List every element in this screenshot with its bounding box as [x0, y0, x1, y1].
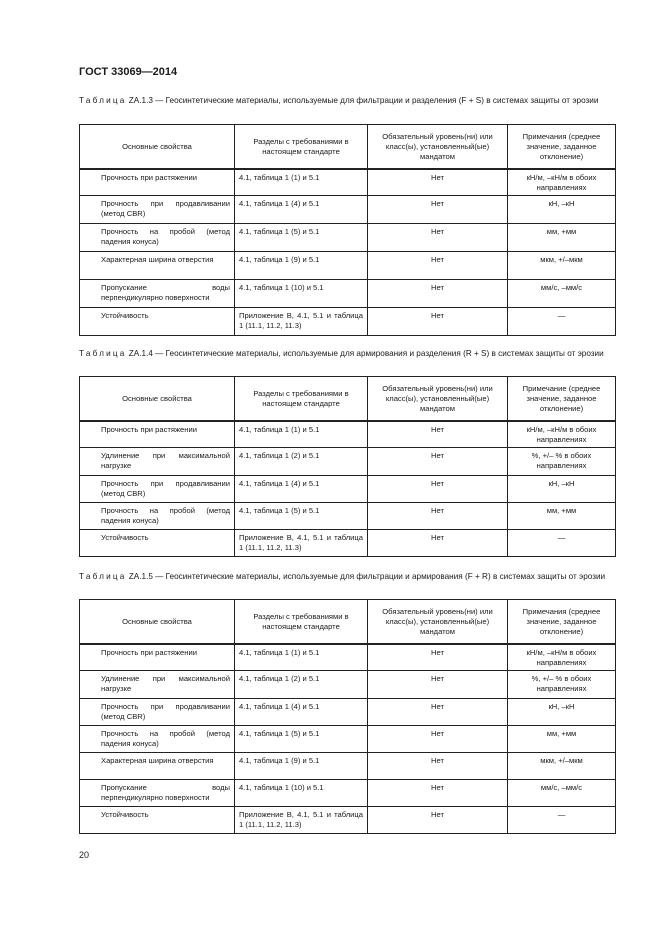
table-row	[80, 671, 616, 699]
section-cell: Приложение В, 4.1, 5.1 и таблица 1 (11.1, 11.2, 11.3)	[235, 807, 368, 834]
table-za14	[79, 376, 616, 557]
note-cell: мм, +мм	[508, 503, 616, 530]
note-cell: —	[508, 530, 616, 557]
caption-lead: Таблица	[79, 572, 127, 581]
level-cell: Нет	[368, 448, 508, 476]
property-cell: Удлинение при максимальной нагрузке	[80, 448, 235, 476]
table-za15	[79, 599, 616, 834]
section-cell: 4.1, таблица 1 (4) и 5.1	[235, 196, 368, 224]
section-cell: 4.1, таблица 1 (2) и 5.1	[235, 671, 368, 699]
note-cell: кН/м, –кН/м в обоих направлениях	[508, 421, 616, 448]
level-cell: Нет	[368, 726, 508, 753]
column-header-level: Обязательный уровень(ни) или класс(ы), установленный(ые) мандатом	[368, 125, 508, 169]
caption-text: ZA.1.3 — Геосинтетические материалы, используемые для фильтрации и разделения (F + S) в системах защиты от эрозии	[126, 96, 599, 105]
note-cell: кН/м, –кН/м в обоих направлениях	[508, 644, 616, 671]
property-cell: Прочность при продавливании (метод CBR)	[80, 476, 235, 503]
note-cell: мм, +мм	[508, 224, 616, 252]
column-header-properties: Основные свойства	[80, 377, 235, 421]
section-cell: 4.1, таблица 1 (10) и 5.1	[235, 280, 368, 308]
property-cell: Характерная ширина отверстия	[80, 252, 235, 280]
section-cell: 4.1, таблица 1 (1) и 5.1	[235, 421, 368, 448]
note-cell: мм/с, –мм/с	[508, 280, 616, 308]
property-cell: Прочность при продавливании (метод CBR)	[80, 196, 235, 224]
level-cell: Нет	[368, 753, 508, 780]
section-cell: 4.1, таблица 1 (10) и 5.1	[235, 780, 368, 807]
column-header-level: Обязательный уровень(ни) или класс(ы), установленный(ые) мандатом	[368, 377, 508, 421]
property-cell: Прочность при растяжении	[80, 169, 235, 196]
table-header-row	[80, 600, 616, 644]
property-cell: Прочность при растяжении	[80, 421, 235, 448]
table-row	[80, 448, 616, 476]
table-za13	[79, 124, 616, 336]
table-row	[80, 421, 616, 448]
table-row	[80, 753, 616, 780]
table-row	[80, 726, 616, 753]
table-caption-za15	[79, 571, 615, 582]
level-cell: Нет	[368, 530, 508, 557]
note-cell: мм, +мм	[508, 726, 616, 753]
level-cell: Нет	[368, 699, 508, 726]
column-header-sections: Разделы с требованиями в настоящем стандарте	[235, 377, 368, 421]
table-header-row	[80, 125, 616, 169]
level-cell: Нет	[368, 280, 508, 308]
document-header: ГОСТ 33069—2014	[79, 66, 178, 78]
column-header-properties: Основные свойства	[80, 600, 235, 644]
note-cell: —	[508, 807, 616, 834]
note-cell: %, +/– % в обоих направлениях	[508, 671, 616, 699]
note-cell: —	[508, 308, 616, 336]
table-row	[80, 196, 616, 224]
section-cell: 4.1, таблица 1 (5) и 5.1	[235, 503, 368, 530]
section-cell: 4.1, таблица 1 (9) и 5.1	[235, 252, 368, 280]
table-row	[80, 807, 616, 834]
column-header-sections: Разделы с требованиями в настоящем стандарте	[235, 600, 368, 644]
level-cell: Нет	[368, 196, 508, 224]
section-cell: 4.1, таблица 1 (5) и 5.1	[235, 224, 368, 252]
table-row	[80, 780, 616, 807]
note-cell: кН, –кН	[508, 476, 616, 503]
level-cell: Нет	[368, 807, 508, 834]
level-cell: Нет	[368, 644, 508, 671]
level-cell: Нет	[368, 780, 508, 807]
property-cell: Устойчивость	[80, 308, 235, 336]
property-cell: Прочность на пробой (метод падения конуса)	[80, 726, 235, 753]
level-cell: Нет	[368, 169, 508, 196]
column-header-notes: Примечания (среднее значение, заданное отклонение)	[508, 600, 616, 644]
note-cell: кН, –кН	[508, 699, 616, 726]
property-cell: Удлинение при максимальной нагрузке	[80, 671, 235, 699]
section-cell: 4.1, таблица 1 (1) и 5.1	[235, 169, 368, 196]
section-cell: 4.1, таблица 1 (9) и 5.1	[235, 753, 368, 780]
table-row	[80, 308, 616, 336]
column-header-notes: Примечания (среднее значение, заданное отклонение)	[508, 125, 616, 169]
table-header-row	[80, 377, 616, 421]
column-header-level: Обязательный уровень(ни) или класс(ы), установленный(ые) мандатом	[368, 600, 508, 644]
section-cell: 4.1, таблица 1 (4) и 5.1	[235, 476, 368, 503]
level-cell: Нет	[368, 503, 508, 530]
property-cell: Прочность на пробой (метод падения конуса)	[80, 503, 235, 530]
note-cell: кН/м, –кН/м в обоих направлениях	[508, 169, 616, 196]
column-header-notes: Примечание (среднее значение, заданное отклонение)	[508, 377, 616, 421]
property-cell: Прочность при растяжении	[80, 644, 235, 671]
note-cell: кН, –кН	[508, 196, 616, 224]
level-cell: Нет	[368, 224, 508, 252]
property-cell: Устойчивость	[80, 530, 235, 557]
level-cell: Нет	[368, 476, 508, 503]
section-cell: 4.1, таблица 1 (1) и 5.1	[235, 644, 368, 671]
property-cell: Характерная ширина отверстия	[80, 753, 235, 780]
section-cell: 4.1, таблица 1 (4) и 5.1	[235, 699, 368, 726]
level-cell: Нет	[368, 421, 508, 448]
section-cell: 4.1, таблица 1 (2) и 5.1	[235, 448, 368, 476]
table-row	[80, 224, 616, 252]
table-row	[80, 644, 616, 671]
page-number: 20	[79, 850, 90, 860]
section-cell: 4.1, таблица 1 (5) и 5.1	[235, 726, 368, 753]
property-cell: Устойчивость	[80, 807, 235, 834]
caption-text: ZA.1.4 — Геосинтетические материалы, используемые для армирования и разделения (R + S) в системах защиты от эрозии	[126, 349, 604, 358]
note-cell: мм/с, –мм/с	[508, 780, 616, 807]
level-cell: Нет	[368, 671, 508, 699]
section-cell: Приложение В, 4.1, 5.1 и таблица 1 (11.1, 11.2, 11.3)	[235, 530, 368, 557]
caption-lead: Таблица	[79, 96, 127, 105]
table-row	[80, 252, 616, 280]
table-row	[80, 503, 616, 530]
section-cell: Приложение В, 4.1, 5.1 и таблица 1 (11.1, 11.2, 11.3)	[235, 308, 368, 336]
table-row	[80, 530, 616, 557]
table-row	[80, 476, 616, 503]
column-header-sections: Разделы с требованиями в настоящем стандарте	[235, 125, 368, 169]
table-row	[80, 169, 616, 196]
level-cell: Нет	[368, 252, 508, 280]
level-cell: Нет	[368, 308, 508, 336]
table-row	[80, 280, 616, 308]
note-cell: мкм, +/–мкм	[508, 252, 616, 280]
table-caption-za13	[79, 95, 615, 106]
property-cell: Пропускание воды перпендикулярно поверхности	[80, 780, 235, 807]
table-caption-za14	[79, 348, 615, 359]
property-cell: Прочность на пробой (метод падения конуса)	[80, 224, 235, 252]
note-cell: мкм, +/–мкм	[508, 753, 616, 780]
table-row	[80, 699, 616, 726]
note-cell: %, +/– % в обоих направлениях	[508, 448, 616, 476]
caption-lead: Таблица	[79, 349, 127, 358]
property-cell: Прочность при продавливании (метод CBR)	[80, 699, 235, 726]
property-cell: Пропускание воды перпендикулярно поверхности	[80, 280, 235, 308]
caption-text: ZA.1.5 — Геосинтетические материалы, используемые для фильтрации и армирования (F + R) в системах защиты от эрозии	[126, 572, 606, 581]
column-header-properties: Основные свойства	[80, 125, 235, 169]
